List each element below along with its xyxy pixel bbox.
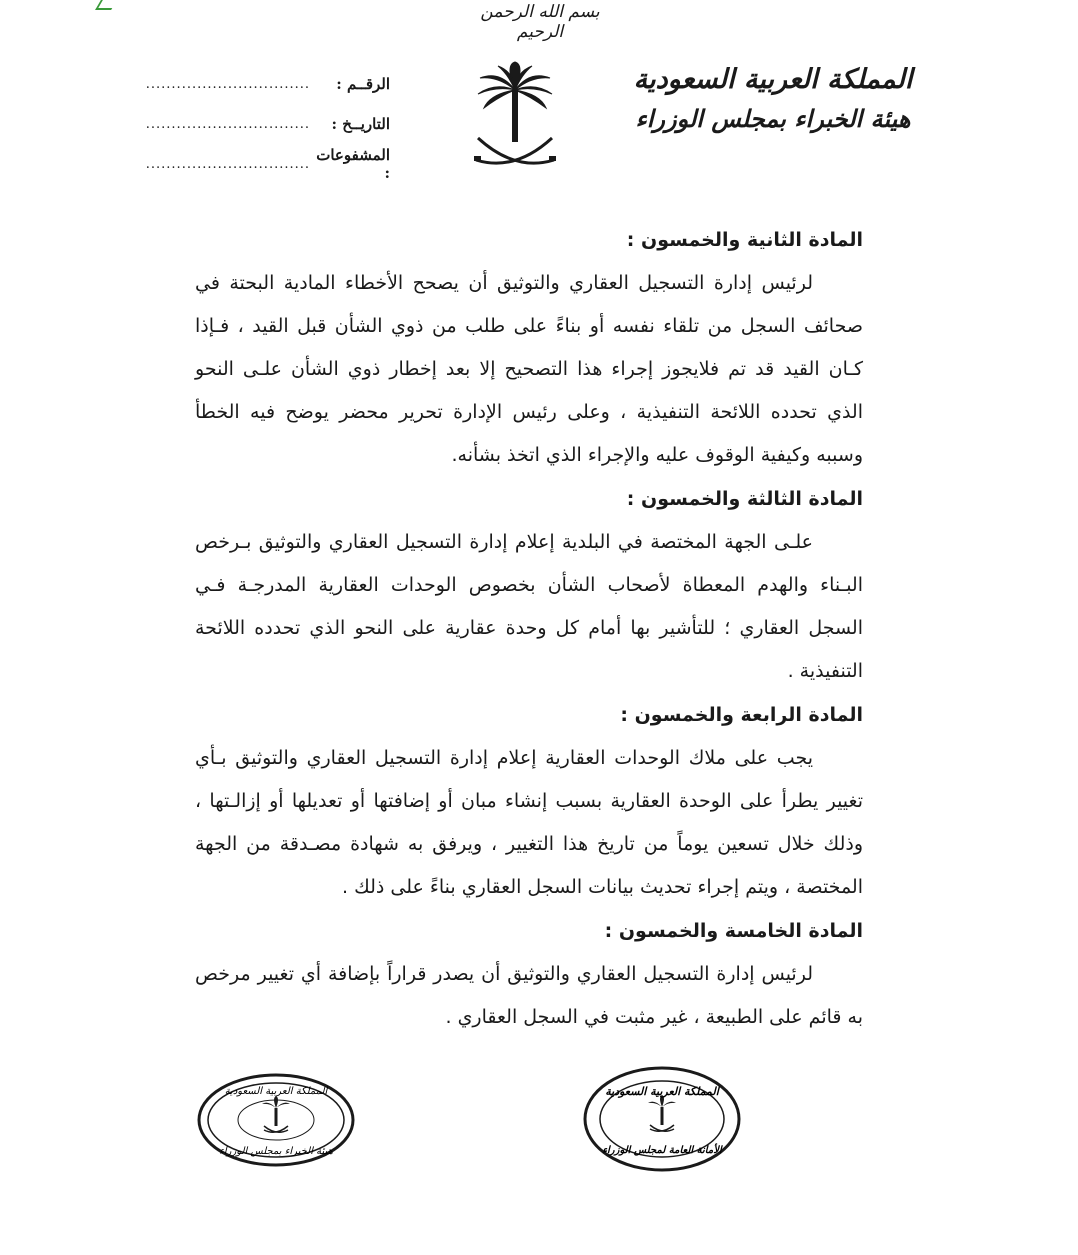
ref-date-label: التاريــخ : [331, 115, 390, 133]
ref-number-value: ................................ [145, 76, 310, 92]
ref-number-row [145, 64, 390, 104]
ref-attachments-label: المشفوعات : [316, 146, 390, 182]
experts-commission-seal [196, 1072, 356, 1168]
article-text: لرئيس إدارة التسجيل العقاري والتوثيق أن يصدر قراراً بإضافة أي تغيير مرخص به قائم على الطبيعة ، غير مثبت في السجل العقاري . [195, 963, 863, 1028]
article-54 [195, 693, 863, 909]
article-text: علـى الجهة المختصة في البلدية إعلام إدارة التسجيل العقاري والتوثيق بـرخص البـناء والهدم المعطاة لأصحاب الشأن بخصوص الوحدات العقارية المدرجـة فـي السجل العقاري ؛ للتأشير بها أمام كل وحدة عقارية على النحو الذي تحدده اللائحة التنفيذية . [195, 531, 863, 682]
seal-bottom-text: هيئة الخبراء بمجلس الوزراء [219, 1146, 333, 1157]
article-heading: المادة الثالثة والخمسون : [626, 488, 863, 510]
country-name: المملكة العربية السعودية [633, 64, 913, 95]
article-53 [195, 477, 863, 693]
seal-top-text: المملكة العربية السعودية [605, 1085, 719, 1098]
article-heading: المادة الرابعة والخمسون : [620, 704, 863, 726]
article-52 [195, 218, 863, 477]
bismillah: بسم الله الرحمن الرحيم [480, 2, 600, 42]
seal-bottom-text: الأمانة العامة لمجلس الوزراء [602, 1145, 722, 1156]
authority-name: هيئة الخبراء بمجلس الوزراء [635, 104, 911, 133]
article-text: يجب على ملاك الوحدات العقارية إعلام إدارة التسجيل العقاري والتوثيق بـأي تغيير يطرأ على الوحدة العقارية بسبب إنشاء مبان أو إضافتها أو تعديلها أو إزالـتها ، وذلك خلال تسعين يوماً من تاريخ هذا التغيير ، ويرفق به شهادة مصـدقة من الجهة المختصة ، ويتم إجراء تحديث بيانات السجل العقاري بناءً على ذلك . [195, 747, 863, 898]
council-secretariat-seal [582, 1065, 742, 1173]
seal-top-text: المملكة العربية السعودية [224, 1086, 328, 1097]
ref-date-value: ................................ [145, 116, 310, 132]
article-heading: المادة الخامسة والخمسون : [604, 920, 863, 942]
article-55 [195, 909, 863, 1039]
organization-header [633, 60, 913, 138]
ref-attachments-row [145, 144, 390, 184]
ref-attachments-value: ................................ [145, 156, 310, 172]
article-text: لرئيس إدارة التسجيل العقاري والتوثيق أن يصحح الأخطاء المادية البحتة في صحائف السجل من تلقاء نفسه أو بناءً على طلب من ذوي الشأن قبل القيد ، فـإذا كـان القيد قد تم فلايجوز إجراء هذا التصحيح إلا بعد إخطار ذوي الشأن علـى النحو الذي تحدده اللائحة التنفيذية ، وعلى رئيس الإدارة تحرير محضر يوضح فيه الخطأ وسببه وكيفية الوقوف عليه والإجراء الذي اتخذ بشأنه. [195, 272, 863, 466]
ref-date-row [145, 104, 390, 144]
palm-swords-emblem-icon [470, 60, 560, 185]
reference-fields [145, 64, 390, 184]
corner-mark [95, 0, 117, 10]
document-body [195, 218, 863, 1039]
article-heading: المادة الثانية والخمسون : [626, 229, 863, 251]
ref-number-label: الرقــم : [336, 75, 390, 93]
